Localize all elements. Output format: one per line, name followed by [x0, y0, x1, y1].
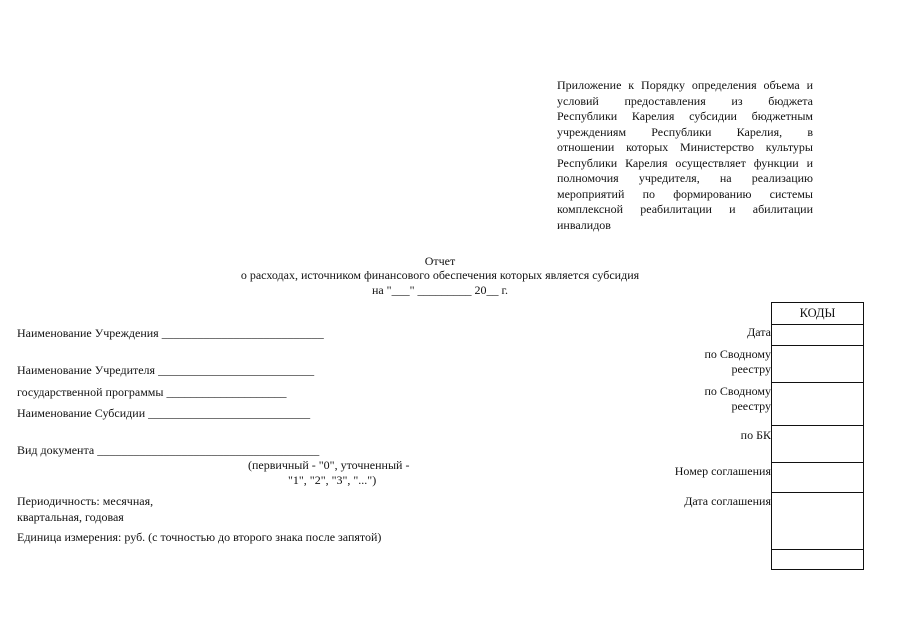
codes-label-agreement-date: Дата соглашения	[684, 494, 771, 508]
appendix-note	[557, 78, 813, 233]
report-title: Отчет	[424, 254, 456, 268]
codes-label-bk: по БК	[740, 428, 771, 442]
appendix-line: комплексной реабилитации и абилитации	[557, 202, 813, 216]
doc-type-note: (первичный - "0", уточненный -	[248, 458, 410, 472]
appendix-line: полномочия учредителя, на реализацию	[557, 171, 813, 185]
codes-label-registry: реестру	[731, 399, 771, 413]
codes-row-divider	[772, 382, 863, 383]
codes-row-divider	[772, 345, 863, 346]
appendix-line: Приложение к Порядку определения объема и	[557, 78, 813, 92]
unit-label: Единица измерения: руб. (с точностью до второго знака после запятой)	[17, 530, 382, 544]
codes-row-divider	[772, 492, 863, 493]
subsidy-field: Наименование Субсидии ___________________________	[17, 406, 311, 420]
periodicity-label: Периодичность: месячная,	[17, 494, 154, 508]
codes-table	[771, 302, 864, 570]
codes-row-divider	[772, 324, 863, 325]
codes-label-registry: по Сводному	[704, 384, 771, 398]
doc-type-note: "1", "2", "3", "...")	[288, 473, 377, 487]
program-field: государственной программы ____________________	[17, 385, 287, 399]
appendix-line: Республики Карелия осуществляет функции и	[557, 155, 813, 170]
codes-label-registry: реестру	[731, 362, 771, 376]
founder-field: Наименование Учредителя __________________________	[17, 363, 315, 377]
codes-row-divider	[772, 425, 863, 426]
report-date-line: на "___" _________ 20__ г.	[371, 283, 509, 297]
periodicity-label: квартальная, годовая	[17, 510, 124, 524]
doc-type-field: Вид документа _____________________________________	[17, 443, 320, 457]
codes-header: КОДЫ	[799, 306, 836, 320]
codes-row-divider	[772, 549, 863, 550]
appendix-line: учреждениям Республики Карелия, в	[557, 124, 813, 139]
appendix-line: инвалидов	[557, 217, 611, 232]
appendix-line: отношении которых Министерство культуры	[557, 140, 813, 154]
appendix-line: условий предоставления из бюджета	[557, 93, 813, 108]
report-subtitle: о расходах, источником финансового обеспечения которых является субсидия	[240, 268, 640, 282]
codes-label-date: Дата	[747, 325, 771, 339]
codes-label-agreement-number: Номер соглашения	[674, 464, 771, 478]
codes-label-registry: по Сводному	[704, 347, 771, 361]
codes-row-divider	[772, 462, 863, 463]
appendix-line: мероприятий по формированию системы	[557, 186, 813, 201]
institution-field: Наименование Учреждения ___________________________	[17, 326, 324, 340]
appendix-line: Республики Карелия субсидии бюджетным	[557, 109, 813, 123]
